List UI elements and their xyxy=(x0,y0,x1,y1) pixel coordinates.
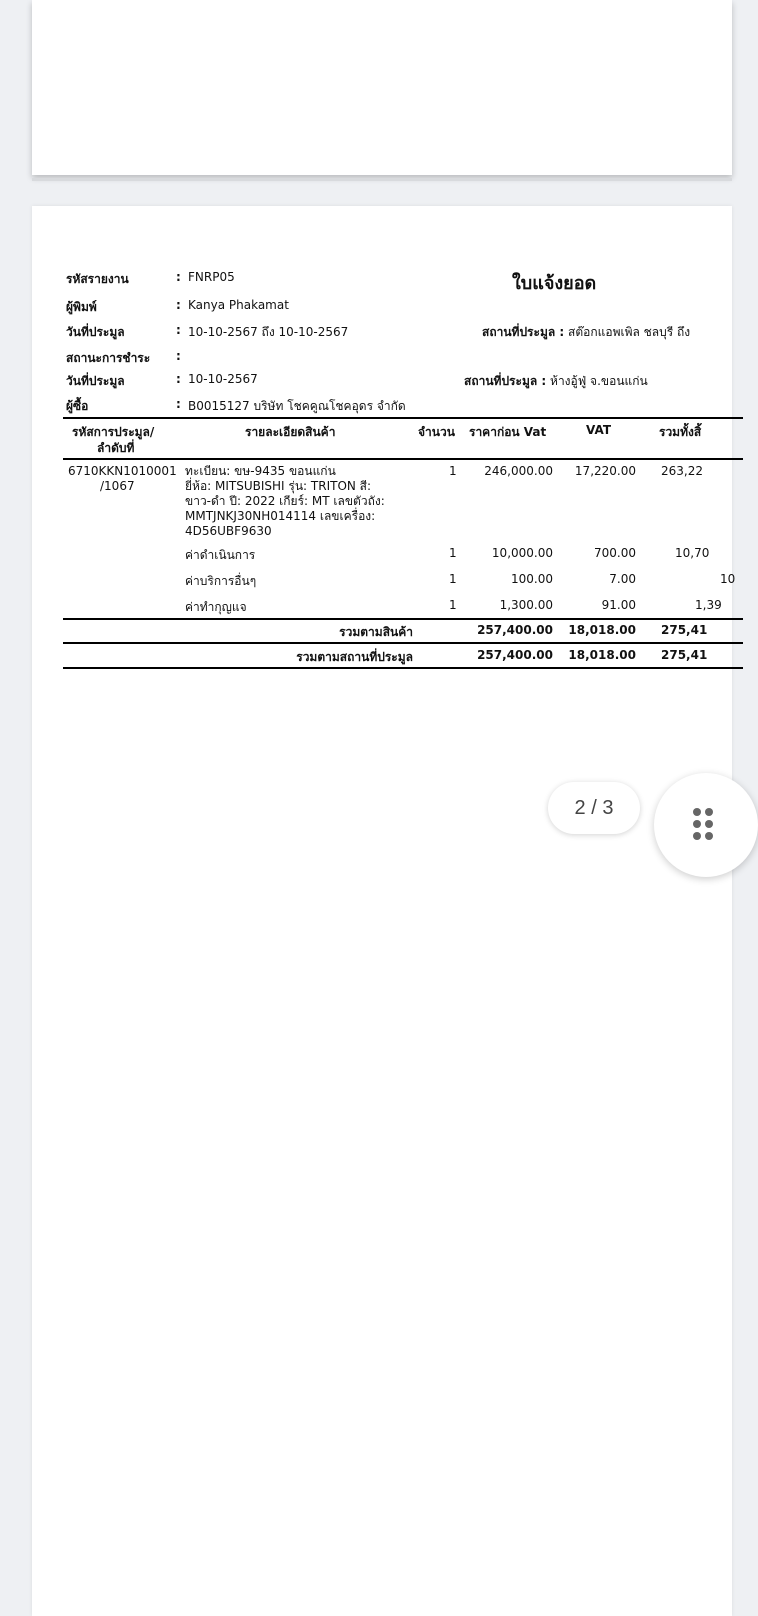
item-total: 10 xyxy=(720,572,736,586)
subtotal-rule xyxy=(63,618,743,620)
item-detail: ค่าดำเนินการ xyxy=(185,548,256,562)
item-price: 10,000.00 xyxy=(491,546,553,560)
item-total: 1,39 xyxy=(695,598,722,612)
field-value: B0015127 บริษัท โชคคูณโชคอุดร จำกัด xyxy=(188,399,406,413)
item-total: 263,22 xyxy=(661,464,703,478)
subtotal-label: รวมตามสินค้า xyxy=(339,625,413,639)
field-value: FNRP05 xyxy=(188,270,235,284)
item-price: 1,300.00 xyxy=(499,598,553,612)
previous-page xyxy=(32,0,732,175)
field-value: Kanya Phakamat xyxy=(188,298,289,312)
field-label: สถานที่ประมูล : xyxy=(464,374,547,388)
field-label: สถานะการชำระ xyxy=(66,351,151,365)
header-qty: จำนวน xyxy=(418,425,455,439)
field-label: วันที่ประมูล xyxy=(66,325,125,339)
field-label: ผู้ซื้อ xyxy=(66,399,89,413)
viewer-menu-button[interactable] xyxy=(654,773,758,877)
field-label: สถานที่ประมูล : xyxy=(482,325,565,339)
header-bottom-rule xyxy=(63,458,743,460)
auction-place-field xyxy=(464,372,648,391)
subtotal-price: 257,400.00 xyxy=(477,648,553,662)
subtotal-total: 275,41 xyxy=(661,648,708,662)
field-value: 10-10-2567 xyxy=(188,372,258,386)
page-indicator: 2 / 3 xyxy=(548,782,640,834)
item-vat: 700.00 xyxy=(594,546,636,560)
item-vat: 91.00 xyxy=(601,598,636,612)
item-vat: 7.00 xyxy=(609,572,636,586)
field-label: วันที่ประมูล xyxy=(66,374,125,388)
auction-code: 6710KKN1010001 xyxy=(68,464,177,478)
auction-place-field xyxy=(482,323,690,342)
item-price: 100.00 xyxy=(511,572,553,586)
document-title: ใบแจ้งยอด xyxy=(512,273,597,294)
auction-seq: /1067 xyxy=(100,479,135,493)
current-page: รหัสรายงาน : FNRP05 ผู้พิมพ์ : Kanya Phakamat วันที่ประมูล : 10-10-2567 ถึง 10-10-2567 สถานะการชำระ : วันที่ประมูล : 10-10-2567 ผู้ซื้อ : B0015127 บริษัท โชคคูณโชคอุดร จำกัด ใบแจ้งยอด สถานที่ประมูล : สต๊อกแอพเพิล ชลบุรี ถึง สถานที่ประมูล : ห้างอู้ฟู่ จ.ขอนแก่น รหัสการประมูล/ ลำดับที่ รายละเอียดสินค้า จำนวน ราคาก่อน Vat VAT รวมทั้งสิ้ 6710KKN1010001 /1067 ทะเบียน: ขษ-9435 ขอนแก่น ยี่ห้อ: MITSUBISHI รุ่น: TRITON สี: ขาว-ดำ ปี: 2022 เกียร์: MT เลขตัวถัง: MMTJNKJ30NH014114 เลขเครื่อง: 4D56UBF9630 1 246,000.00 17,220.00 263,22 ค่าดำเนินการ 1 10,000.00 700.00 10,70 ค่าบริการอื่นๆ 1 100.00 7.00 10 ค่าทำกุญแจ 1 1,300.00 91.00 1,39 รวมตามสินค้า 257,400.00 18,018.00 275,41 รวมตามสถานที่ประมูล 257,400.00 18,018.00 275,41 xyxy=(32,206,732,1616)
item-vat: 17,220.00 xyxy=(574,464,636,478)
page-divider xyxy=(32,178,732,181)
item-price: 246,000.00 xyxy=(484,464,553,478)
header-total: รวมทั้งสิ้ xyxy=(659,425,702,439)
item-detail: ค่าบริการอื่นๆ xyxy=(185,574,257,588)
item-qty: 1 xyxy=(449,572,457,586)
item-detail: ทะเบียน: ขษ-9435 ขอนแก่น ยี่ห้อ: MITSUBISHI รุ่น: TRITON สี: ขาว-ดำ ปี: 2022 เกียร์: MT เลขตัวถัง: MMTJNKJ30NH014114 เลขเครื่อง: 4D56UBF9630 xyxy=(185,464,385,538)
subtotal-total: 275,41 xyxy=(661,623,708,637)
field-value: ห้างอู้ฟู่ จ.ขอนแก่น xyxy=(550,374,648,388)
subtotal-label: รวมตามสถานที่ประมูล xyxy=(296,650,413,664)
subtotal-price: 257,400.00 xyxy=(477,623,553,637)
item-total: 10,70 xyxy=(675,546,710,560)
field-label: รหัสรายงาน xyxy=(66,272,129,286)
header-code: รหัสการประมูล/ xyxy=(72,425,155,439)
item-qty: 1 xyxy=(449,598,457,612)
field-value: สต๊อกแอพเพิล ชลบุรี ถึง xyxy=(568,325,691,339)
subtotal-rule xyxy=(63,642,743,644)
table-bottom-rule xyxy=(63,667,743,669)
subtotal-vat: 18,018.00 xyxy=(568,623,636,637)
header-code-sub: ลำดับที่ xyxy=(97,441,135,455)
header-price: ราคาก่อน Vat xyxy=(469,425,547,439)
subtotal-vat: 18,018.00 xyxy=(568,648,636,662)
table-top-rule xyxy=(63,417,743,419)
header-detail: รายละเอียดสินค้า xyxy=(245,425,336,439)
field-label: ผู้พิมพ์ xyxy=(66,300,97,314)
header-vat: VAT xyxy=(586,423,612,437)
field-value: 10-10-2567 ถึง 10-10-2567 xyxy=(188,325,349,339)
item-qty: 1 xyxy=(449,464,457,478)
item-detail: ค่าทำกุญแจ xyxy=(185,600,247,614)
item-qty: 1 xyxy=(449,546,457,560)
